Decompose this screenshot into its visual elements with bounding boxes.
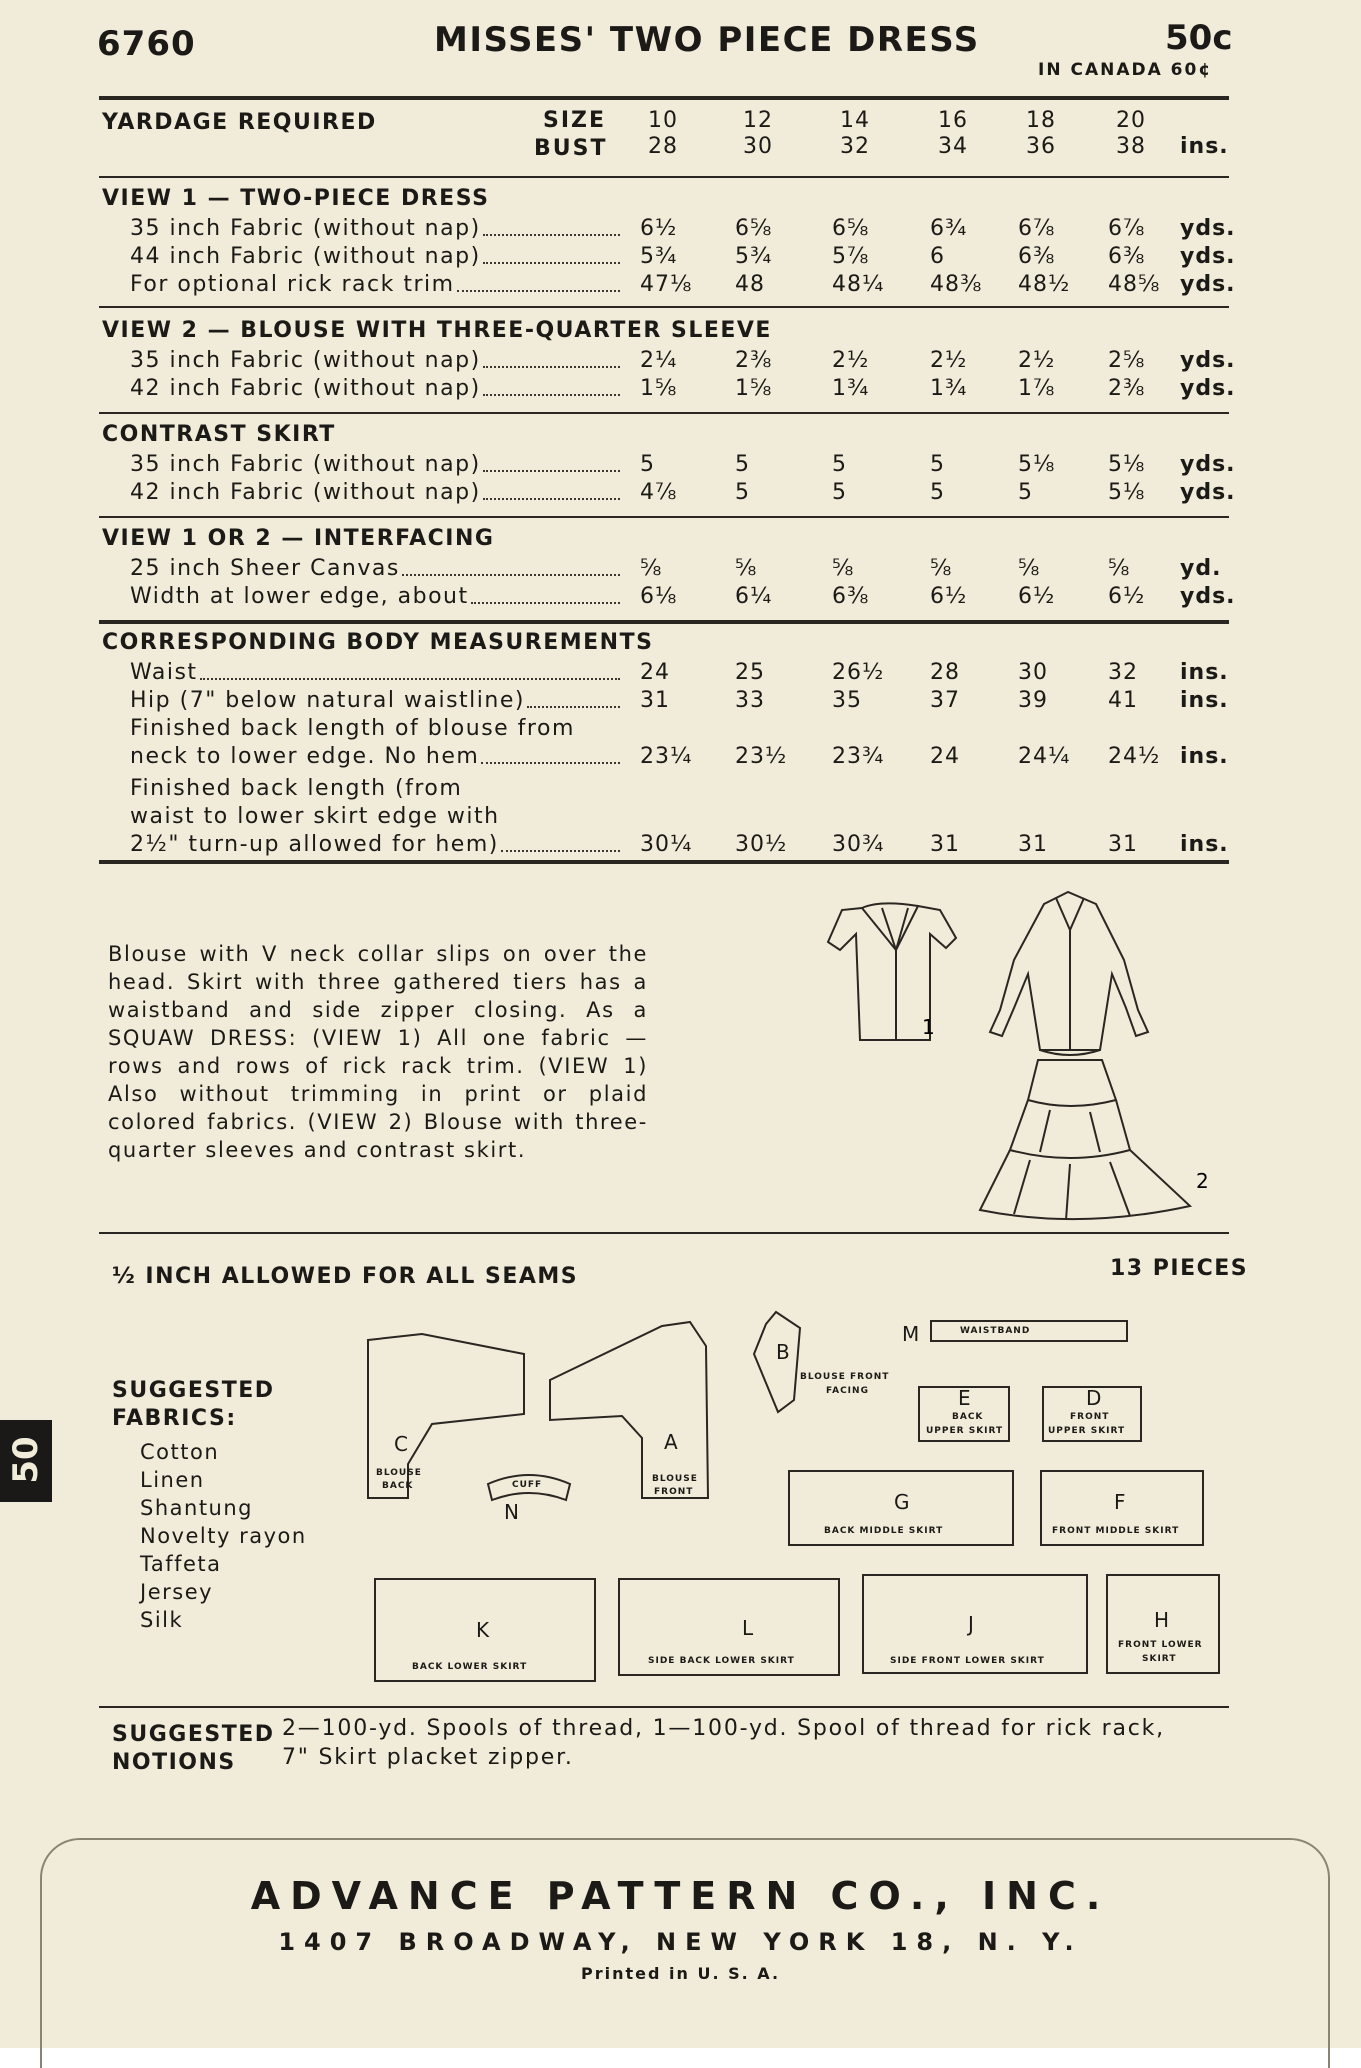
row-label: [130, 452, 620, 477]
rule-after-interfacing: [99, 620, 1229, 624]
piece-b-letter: B: [776, 1340, 790, 1364]
row-value: 5: [930, 480, 945, 505]
row-value: 6⅝: [735, 216, 773, 241]
description: Blouse with V neck collar slips on over the head. Skirt with three gathered tiers has a waistband and side zipper closing. As a SQUAW DRESS: (VIEW 1) All one fabric — rows and rows of rick rack trim. (VIEW 1) Also without trimming in print or plaid colored fabrics. (VIEW 2) Blouse with three-quarter sleeves and contrast skirt.: [108, 942, 648, 1162]
piece-f-letter: F: [1114, 1490, 1126, 1514]
row-value: 30¼: [640, 832, 693, 857]
row-label: [130, 832, 620, 857]
piece-m-label: WAISTBAND: [960, 1326, 1031, 1336]
row-value: 5⅛: [1018, 452, 1056, 477]
row-value: ⅝: [735, 556, 758, 581]
piece-k-letter: K: [476, 1618, 490, 1642]
row-value: 4⅞: [640, 480, 678, 505]
fabric-item: Linen: [140, 1468, 205, 1492]
row-value: 6⅜: [1108, 244, 1146, 269]
leader-dots: [457, 272, 620, 292]
piece-k-back-lower-skirt: [374, 1578, 596, 1682]
row-label: waist to lower skirt edge with: [130, 804, 500, 829]
row-label: [130, 348, 620, 373]
row-label-text: Waist: [130, 660, 198, 685]
row-label-text: 35 inch Fabric (without nap): [130, 216, 481, 241]
leader-dots: [483, 452, 620, 472]
row-unit: yds.: [1180, 480, 1236, 505]
fabric-item: Cotton: [140, 1440, 220, 1464]
row-value: 5: [930, 452, 945, 477]
notions-heading-line2: NOTIONS: [112, 1750, 236, 1775]
row-value: 39: [1018, 688, 1048, 713]
fabric-item: Silk: [140, 1608, 184, 1632]
rule-after-body: [99, 860, 1229, 864]
row-value: 5⅞: [832, 244, 870, 269]
piece-a-label-1: BLOUSE: [652, 1474, 698, 1484]
row-unit: yds.: [1180, 216, 1236, 241]
row-unit: yds.: [1180, 272, 1236, 297]
row-value: 6½: [930, 584, 968, 609]
leader-dots: [483, 244, 620, 264]
rule-1: [99, 176, 1229, 178]
view1-number: 1: [922, 1015, 935, 1039]
row-value: 6⅜: [1018, 244, 1056, 269]
fabric-item: Jersey: [140, 1580, 214, 1604]
bust-label: BUST: [534, 136, 608, 161]
piece-l-label: SIDE BACK LOWER SKIRT: [648, 1656, 795, 1666]
piece-count: 13 PIECES: [1110, 1256, 1249, 1281]
section-title: VIEW 1 — TWO-PIECE DRESS: [102, 186, 490, 211]
row-value: 48: [735, 272, 765, 297]
piece-a-label-2: FRONT: [654, 1487, 694, 1497]
leader-dots: [483, 376, 620, 396]
company-address: 1407 BROADWAY, NEW YORK 18, N. Y.: [278, 1928, 1083, 1956]
piece-g-letter: G: [894, 1490, 910, 1514]
piece-l-letter: L: [742, 1616, 754, 1640]
row-label-text: 44 inch Fabric (without nap): [130, 244, 481, 269]
row-value: 31: [1108, 832, 1138, 857]
row-value: 6⅛: [640, 584, 678, 609]
bust-value: 32: [840, 134, 870, 159]
piece-n-letter: N: [504, 1500, 519, 1524]
leader-dots: [471, 584, 620, 604]
row-value: 31: [640, 688, 670, 713]
size-value: 10: [648, 108, 678, 133]
row-value: 6⅞: [1108, 216, 1146, 241]
piece-b-label-1: BLOUSE FRONT: [800, 1372, 890, 1382]
piece-e-letter: E: [958, 1386, 971, 1410]
bust-value: 34: [938, 134, 968, 159]
row-value: 24: [930, 744, 960, 769]
piece-j-letter: J: [968, 1612, 974, 1636]
piece-c-label-1: BLOUSE: [376, 1468, 422, 1478]
notions-line-1: 2—100-yd. Spools of thread, 1—100-yd. Spool of thread for rick rack,: [282, 1716, 1165, 1741]
piece-m-letter: M: [902, 1322, 920, 1346]
notions-heading-line1: SUGGESTED: [112, 1722, 275, 1747]
row-value: 6½: [1108, 584, 1146, 609]
piece-e-label-2: UPPER SKIRT: [926, 1426, 1004, 1436]
row-value: 2½: [1018, 348, 1056, 373]
piece-h-label-1: FRONT LOWER: [1118, 1640, 1203, 1650]
piece-c-letter: C: [394, 1432, 408, 1456]
view1-blouse-sketch: [828, 906, 956, 1040]
row-unit: ins.: [1180, 832, 1229, 857]
rule-after-view1: [99, 306, 1229, 308]
row-label: [130, 556, 620, 581]
row-value: 5¾: [640, 244, 678, 269]
row-value: 2¼: [640, 348, 678, 373]
row-value: ⅝: [1018, 556, 1041, 581]
row-label-text: 42 inch Fabric (without nap): [130, 376, 481, 401]
row-value: 1⅞: [1018, 376, 1056, 401]
row-label-text: 25 inch Sheer Canvas: [130, 556, 400, 581]
row-unit: yds.: [1180, 376, 1236, 401]
row-value: 30: [1018, 660, 1048, 685]
row-value: 6: [930, 244, 945, 269]
row-unit: ins.: [1180, 688, 1229, 713]
piece-f-front-middle-skirt: [1040, 1470, 1204, 1546]
size-label: SIZE: [543, 108, 607, 133]
row-value: 48⅜: [930, 272, 983, 297]
size-value: 20: [1116, 108, 1146, 133]
row-unit: yd.: [1180, 556, 1222, 581]
row-value: 30¾: [832, 832, 885, 857]
piece-m-waistband: [930, 1320, 1128, 1342]
fabrics-heading-line2: FABRICS:: [112, 1406, 237, 1431]
yardage-heading: YARDAGE REQUIRED: [102, 110, 377, 135]
row-value: 32: [1108, 660, 1138, 685]
section-title: VIEW 1 OR 2 — INTERFACING: [102, 526, 495, 551]
pattern-number: 6760: [97, 24, 196, 64]
row-value: 5⅛: [1108, 480, 1146, 505]
row-value: 1⅝: [640, 376, 678, 401]
leader-dots: [483, 348, 620, 368]
row-value: 31: [1018, 832, 1048, 857]
piece-k-label: BACK LOWER SKIRT: [412, 1662, 528, 1672]
piece-c-label-2: BACK: [382, 1481, 414, 1491]
row-value: 1⅝: [735, 376, 773, 401]
row-label-text: For optional rick rack trim: [130, 272, 455, 297]
row-value: 24¼: [1018, 744, 1071, 769]
side-tab-label: 50: [6, 1436, 46, 1484]
bust-value: 36: [1026, 134, 1056, 159]
row-unit: yds.: [1180, 244, 1236, 269]
piece-d-front-upper-skirt: [1042, 1386, 1142, 1442]
row-value: ⅝: [930, 556, 953, 581]
size-side-tab: [0, 1420, 52, 1502]
row-value: 23½: [735, 744, 788, 769]
row-unit: yds.: [1180, 348, 1236, 373]
row-value: 48¼: [832, 272, 885, 297]
piece-a-letter: A: [664, 1430, 678, 1454]
piece-j-label: SIDE FRONT LOWER SKIRT: [890, 1656, 1045, 1666]
row-value: 5: [832, 452, 847, 477]
row-label-text: Hip (7" below natural waistline): [130, 688, 525, 713]
row-value: 33: [735, 688, 765, 713]
row-value: 5: [735, 452, 750, 477]
row-value: 41: [1108, 688, 1138, 713]
piece-h-label-2: SKIRT: [1142, 1654, 1177, 1664]
leader-dots: [402, 556, 620, 576]
row-label: Finished back length of blouse from: [130, 716, 575, 741]
row-value: 23¼: [640, 744, 693, 769]
fabric-item: Shantung: [140, 1496, 254, 1520]
row-value: 5¾: [735, 244, 773, 269]
row-label: [130, 480, 620, 505]
fabrics-heading-line1: SUGGESTED: [112, 1378, 275, 1403]
piece-f-label: FRONT MIDDLE SKIRT: [1052, 1526, 1180, 1536]
row-value: 1¾: [930, 376, 968, 401]
row-label: [130, 272, 620, 297]
leader-dots: [527, 688, 620, 708]
row-value: 24: [640, 660, 670, 685]
size-value: 18: [1026, 108, 1056, 133]
row-value: 35: [832, 688, 862, 713]
row-value: 6⅞: [1018, 216, 1056, 241]
piece-l-side-back-lower-skirt: [618, 1578, 840, 1676]
row-value: 2⅝: [1108, 348, 1146, 373]
dress-illustration: [800, 890, 1240, 1230]
row-label: [130, 688, 620, 713]
row-value: 6½: [1018, 584, 1056, 609]
row-label: [130, 216, 620, 241]
section-title: CONTRAST SKIRT: [102, 422, 336, 447]
bust-value: 38: [1116, 134, 1146, 159]
row-value: 26½: [832, 660, 885, 685]
row-label-text: 42 inch Fabric (without nap): [130, 480, 481, 505]
row-value: 6⅝: [832, 216, 870, 241]
row-label-text: 35 inch Fabric (without nap): [130, 348, 481, 373]
row-value: 2½: [930, 348, 968, 373]
rule-before-seams: [99, 1232, 1229, 1234]
size-value: 14: [840, 108, 870, 133]
fabric-item: Taffeta: [140, 1552, 222, 1576]
piece-h-letter: H: [1154, 1608, 1170, 1632]
row-value: 2⅜: [735, 348, 773, 373]
section-title: CORRESPONDING BODY MEASUREMENTS: [102, 630, 654, 655]
rule-after-contrast: [99, 516, 1229, 518]
view2-number: 2: [1196, 1169, 1209, 1193]
row-value: 1¾: [832, 376, 870, 401]
row-label-text: neck to lower edge. No hem: [130, 744, 480, 769]
row-value: 5: [640, 452, 655, 477]
piece-e-label-1: BACK: [952, 1412, 984, 1422]
piece-g-label: BACK MIDDLE SKIRT: [824, 1526, 944, 1536]
row-label: Finished back length (from: [130, 776, 463, 801]
section-title: VIEW 2 — BLOUSE WITH THREE-QUARTER SLEEVE: [102, 318, 772, 343]
row-label-text: Width at lower edge, about: [130, 584, 469, 609]
piece-d-letter: D: [1086, 1386, 1102, 1410]
leader-dots: [483, 216, 620, 236]
row-unit: ins.: [1180, 660, 1229, 685]
piece-j-side-front-lower-skirt: [862, 1574, 1088, 1674]
canada-price: IN CANADA 60¢: [1038, 60, 1213, 80]
piece-h-front-lower-skirt: [1106, 1574, 1220, 1674]
row-label: [130, 584, 620, 609]
row-value: 31: [930, 832, 960, 857]
row-value: ⅝: [1108, 556, 1131, 581]
piece-d-label-1: FRONT: [1070, 1412, 1110, 1422]
row-value: 37: [930, 688, 960, 713]
fabric-item: Novelty rayon: [140, 1524, 307, 1548]
printed-in: Printed in U. S. A.: [580, 1964, 781, 1983]
size-value: 12: [743, 108, 773, 133]
row-value: 24½: [1108, 744, 1161, 769]
leader-dots: [483, 480, 620, 500]
company-name: ADVANCE PATTERN CO., INC.: [250, 1874, 1111, 1918]
row-value: 48⅝: [1108, 272, 1161, 297]
row-value: 5: [832, 480, 847, 505]
row-value: 2⅜: [1108, 376, 1146, 401]
leader-dots: [501, 832, 620, 852]
row-unit: yds.: [1180, 584, 1236, 609]
notions-line-2: 7" Skirt placket zipper.: [282, 1745, 574, 1770]
row-value: ⅝: [640, 556, 663, 581]
row-unit: yds.: [1180, 452, 1236, 477]
row-value: 6½: [640, 216, 678, 241]
row-unit: ins.: [1180, 744, 1229, 769]
seam-allowance: ½ INCH ALLOWED FOR ALL SEAMS: [112, 1264, 579, 1289]
row-label: [130, 744, 620, 769]
leader-dots: [481, 744, 620, 764]
row-value: 2½: [832, 348, 870, 373]
row-label: [130, 376, 620, 401]
row-value: 30½: [735, 832, 788, 857]
row-label-text: 2½" turn-up allowed for hem): [130, 832, 499, 857]
bust-unit: ins.: [1180, 134, 1229, 159]
row-value: 6¾: [930, 216, 968, 241]
bust-value: 30: [743, 134, 773, 159]
row-value: 48½: [1018, 272, 1071, 297]
size-value: 16: [938, 108, 968, 133]
row-label: [130, 660, 620, 685]
row-value: 25: [735, 660, 765, 685]
piece-g-back-middle-skirt: [788, 1470, 1014, 1546]
row-value: 23¾: [832, 744, 885, 769]
header-rule: [99, 96, 1229, 100]
row-value: 6⅜: [832, 584, 870, 609]
row-value: 28: [930, 660, 960, 685]
piece-b-label-2: FACING: [826, 1386, 869, 1396]
piece-e-back-upper-skirt: [918, 1386, 1010, 1442]
fabric-list: [140, 1438, 307, 1634]
rule-after-view2: [99, 412, 1229, 414]
row-value: ⅝: [832, 556, 855, 581]
row-value: 5: [735, 480, 750, 505]
piece-n-label: CUFF: [512, 1480, 543, 1490]
leader-dots: [200, 660, 620, 680]
row-label: [130, 244, 620, 269]
row-value: 5⅛: [1108, 452, 1146, 477]
page-title: MISSES' TWO PIECE DRESS: [434, 20, 980, 60]
row-value: 6¼: [735, 584, 773, 609]
row-value: 47⅛: [640, 272, 693, 297]
rule-before-notions: [99, 1706, 1229, 1708]
price: 50c: [1165, 18, 1233, 58]
row-value: 5: [1018, 480, 1033, 505]
row-label-text: 35 inch Fabric (without nap): [130, 452, 481, 477]
bust-value: 28: [648, 134, 678, 159]
piece-d-label-2: UPPER SKIRT: [1048, 1426, 1126, 1436]
